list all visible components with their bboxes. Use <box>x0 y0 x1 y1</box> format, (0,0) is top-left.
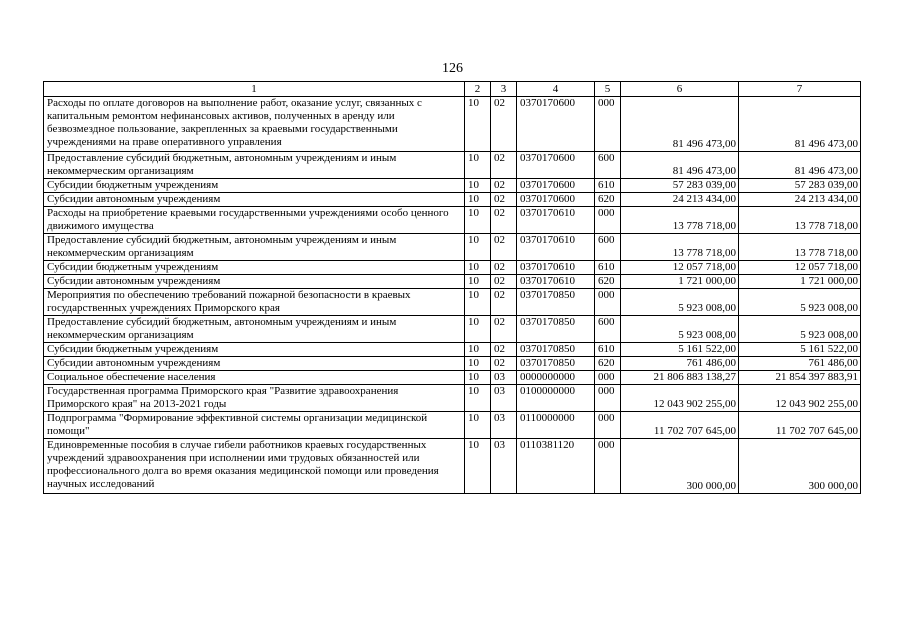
row-subsection: 02 <box>491 97 517 152</box>
row-expense-type: 610 <box>595 179 621 193</box>
row-name: Расходы по оплате договоров на выполнение работ, оказание услуг, связанных с капитальным ремонтом нефинансовых активов, полученных в аренду или безвозмездное пользование, закрепленных за краевыми государственными учреждениями на праве оперативного управления <box>44 97 465 152</box>
row-section: 10 <box>465 412 491 439</box>
row-section: 10 <box>465 385 491 412</box>
row-section: 10 <box>465 261 491 275</box>
table-row <box>44 371 861 385</box>
row-expense-type: 000 <box>595 371 621 385</box>
row-name: Субсидии автономным учреждениям <box>44 357 465 371</box>
row-name: Социальное обеспечение населения <box>44 371 465 385</box>
row-expense-type: 000 <box>595 439 621 494</box>
row-amount-7: 57 283 039,00 <box>739 179 861 193</box>
row-amount-7: 13 778 718,00 <box>739 207 861 234</box>
row-name: Предоставление субсидий бюджетным, автономным учреждениям и иным некоммерческим организациям <box>44 234 465 261</box>
row-target-code: 0370170600 <box>517 193 595 207</box>
row-section: 10 <box>465 152 491 179</box>
row-target-code: 0370170610 <box>517 261 595 275</box>
table-row <box>44 207 861 234</box>
row-expense-type: 600 <box>595 316 621 343</box>
row-amount-6: 12 057 718,00 <box>621 261 739 275</box>
table-row <box>44 316 861 343</box>
row-name: Государственная программа Приморского края "Развитие здравоохранения Приморского края" на 2013-2021 годы <box>44 385 465 412</box>
row-amount-7: 11 702 707 645,00 <box>739 412 861 439</box>
row-amount-6: 5 161 522,00 <box>621 343 739 357</box>
row-amount-7: 81 496 473,00 <box>739 97 861 152</box>
row-name: Субсидии бюджетным учреждениям <box>44 261 465 275</box>
row-amount-6: 81 496 473,00 <box>621 97 739 152</box>
row-amount-7: 300 000,00 <box>739 439 861 494</box>
row-expense-type: 000 <box>595 207 621 234</box>
row-subsection: 02 <box>491 316 517 343</box>
row-amount-6: 12 043 902 255,00 <box>621 385 739 412</box>
row-amount-6: 1 721 000,00 <box>621 275 739 289</box>
row-section: 10 <box>465 207 491 234</box>
header-col-3: 3 <box>491 82 517 97</box>
table-row <box>44 412 861 439</box>
row-amount-6: 13 778 718,00 <box>621 207 739 234</box>
header-col-2: 2 <box>465 82 491 97</box>
row-section: 10 <box>465 97 491 152</box>
row-amount-7: 12 043 902 255,00 <box>739 385 861 412</box>
row-subsection: 02 <box>491 357 517 371</box>
row-amount-7: 12 057 718,00 <box>739 261 861 275</box>
row-section: 10 <box>465 439 491 494</box>
row-target-code: 0110381120 <box>517 439 595 494</box>
row-section: 10 <box>465 289 491 316</box>
row-expense-type: 620 <box>595 357 621 371</box>
row-subsection: 03 <box>491 412 517 439</box>
header-col-7: 7 <box>739 82 861 97</box>
row-name: Субсидии бюджетным учреждениям <box>44 179 465 193</box>
row-expense-type: 000 <box>595 289 621 316</box>
header-col-1: 1 <box>44 82 465 97</box>
row-subsection: 02 <box>491 207 517 234</box>
row-amount-6: 300 000,00 <box>621 439 739 494</box>
row-target-code: 0370170610 <box>517 207 595 234</box>
table-row <box>44 385 861 412</box>
row-amount-6: 11 702 707 645,00 <box>621 412 739 439</box>
row-amount-6: 13 778 718,00 <box>621 234 739 261</box>
row-target-code: 0370170850 <box>517 343 595 357</box>
row-expense-type: 600 <box>595 234 621 261</box>
row-section: 10 <box>465 193 491 207</box>
row-name: Единовременные пособия в случае гибели работников краевых государственных учреждений здравоохранения при исполнении ими трудовых обязанностей или профессионального долга во время оказания медицинской помощи или проведения научных исследований <box>44 439 465 494</box>
row-subsection: 02 <box>491 343 517 357</box>
row-section: 10 <box>465 234 491 261</box>
row-name: Предоставление субсидий бюджетным, автономным учреждениям и иным некоммерческим организациям <box>44 152 465 179</box>
row-subsection: 02 <box>491 289 517 316</box>
row-expense-type: 000 <box>595 385 621 412</box>
row-amount-6: 5 923 008,00 <box>621 316 739 343</box>
row-expense-type: 620 <box>595 193 621 207</box>
row-subsection: 03 <box>491 385 517 412</box>
header-col-5: 5 <box>595 82 621 97</box>
row-amount-6: 761 486,00 <box>621 357 739 371</box>
row-target-code: 0100000000 <box>517 385 595 412</box>
row-name: Предоставление субсидий бюджетным, автономным учреждениям и иным некоммерческим организациям <box>44 316 465 343</box>
row-expense-type: 610 <box>595 261 621 275</box>
header-col-4: 4 <box>517 82 595 97</box>
row-amount-6: 24 213 434,00 <box>621 193 739 207</box>
row-section: 10 <box>465 179 491 193</box>
row-amount-7: 21 854 397 883,91 <box>739 371 861 385</box>
table-row <box>44 343 861 357</box>
header-col-6: 6 <box>621 82 739 97</box>
row-subsection: 02 <box>491 179 517 193</box>
row-subsection: 02 <box>491 261 517 275</box>
row-expense-type: 610 <box>595 343 621 357</box>
row-name: Субсидии автономным учреждениям <box>44 275 465 289</box>
row-section: 10 <box>465 275 491 289</box>
row-target-code: 0370170600 <box>517 179 595 193</box>
row-amount-6: 81 496 473,00 <box>621 152 739 179</box>
row-section: 10 <box>465 371 491 385</box>
row-name: Субсидии бюджетным учреждениям <box>44 343 465 357</box>
budget-table <box>43 81 861 494</box>
table-row <box>44 193 861 207</box>
row-name: Подпрограмма "Формирование эффективной системы организации медицинской помощи" <box>44 412 465 439</box>
row-amount-6: 57 283 039,00 <box>621 179 739 193</box>
row-amount-6: 21 806 883 138,27 <box>621 371 739 385</box>
row-target-code: 0370170850 <box>517 289 595 316</box>
row-name: Расходы на приобретение краевыми государственными учреждениями особо ценного движимого имущества <box>44 207 465 234</box>
row-target-code: 0370170610 <box>517 234 595 261</box>
row-expense-type: 000 <box>595 412 621 439</box>
row-amount-7: 81 496 473,00 <box>739 152 861 179</box>
row-subsection: 02 <box>491 275 517 289</box>
row-target-code: 0370170600 <box>517 97 595 152</box>
row-name: Субсидии автономным учреждениям <box>44 193 465 207</box>
row-expense-type: 600 <box>595 152 621 179</box>
row-target-code: 0370170850 <box>517 357 595 371</box>
table-row <box>44 357 861 371</box>
page-number: 126 <box>442 61 463 76</box>
table-row <box>44 275 861 289</box>
row-amount-6: 5 923 008,00 <box>621 289 739 316</box>
row-amount-7: 761 486,00 <box>739 357 861 371</box>
table-header-row <box>44 82 861 97</box>
row-target-code: 0000000000 <box>517 371 595 385</box>
row-amount-7: 5 161 522,00 <box>739 343 861 357</box>
row-section: 10 <box>465 316 491 343</box>
table-row <box>44 439 861 494</box>
row-section: 10 <box>465 343 491 357</box>
row-target-code: 0370170850 <box>517 316 595 343</box>
row-amount-7: 13 778 718,00 <box>739 234 861 261</box>
table-row <box>44 234 861 261</box>
row-name: Мероприятия по обеспечению требований пожарной безопасности в краевых государственных учреждениях Приморского края <box>44 289 465 316</box>
row-target-code: 0370170600 <box>517 152 595 179</box>
table-row <box>44 261 861 275</box>
row-target-code: 0110000000 <box>517 412 595 439</box>
row-expense-type: 000 <box>595 97 621 152</box>
row-amount-7: 5 923 008,00 <box>739 316 861 343</box>
table-row <box>44 289 861 316</box>
row-expense-type: 620 <box>595 275 621 289</box>
row-subsection: 03 <box>491 371 517 385</box>
row-target-code: 0370170610 <box>517 275 595 289</box>
table-row <box>44 97 861 152</box>
row-section: 10 <box>465 357 491 371</box>
row-subsection: 02 <box>491 152 517 179</box>
row-subsection: 02 <box>491 193 517 207</box>
row-subsection: 03 <box>491 439 517 494</box>
row-amount-7: 1 721 000,00 <box>739 275 861 289</box>
row-subsection: 02 <box>491 234 517 261</box>
row-amount-7: 5 923 008,00 <box>739 289 861 316</box>
table-row <box>44 179 861 193</box>
table-row <box>44 152 861 179</box>
row-amount-7: 24 213 434,00 <box>739 193 861 207</box>
